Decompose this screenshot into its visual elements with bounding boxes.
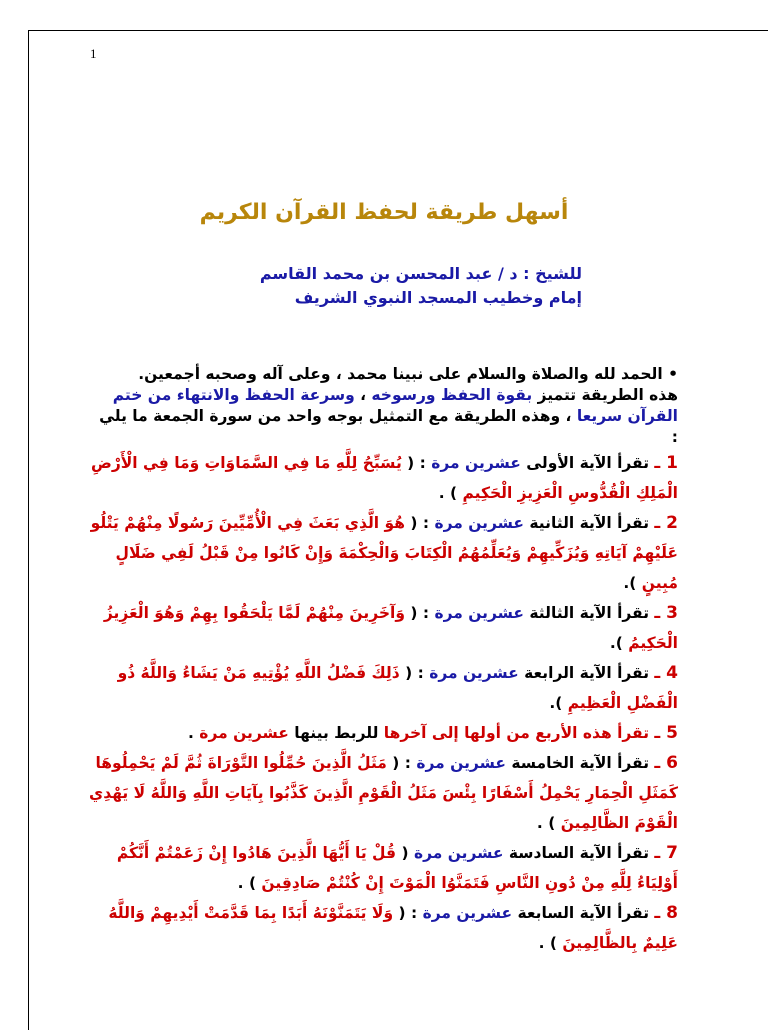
step-count: عشرين مرة	[199, 724, 289, 742]
author-block	[260, 262, 582, 310]
document-body	[88, 364, 678, 958]
step-3	[88, 598, 678, 658]
step-instruction: تقرأ الآية الثانية	[524, 514, 655, 532]
step-separator: : (	[386, 754, 417, 772]
step-1	[88, 448, 678, 508]
step-instruction: تقرأ الآية الخامسة	[505, 754, 655, 772]
step-count: عشرين مرة	[434, 514, 524, 532]
verse-text: وَآخَرِينَ مِنْهُمْ لَمَّا يَلْحَقُوا بِهِمْ وَهُوَ الْعَزِيزُ الْحَكِيمُ	[103, 604, 678, 652]
page-number: 1	[90, 46, 97, 61]
step-number: 8 ـ	[654, 903, 678, 923]
step-end: ) .	[536, 814, 561, 832]
step-instruction: تقرأ هذه الأربع من أولها إلى آخرها	[383, 724, 655, 742]
step-number: 4 ـ	[654, 663, 678, 683]
step-separator: : (	[399, 664, 430, 682]
step-end: ) .	[438, 484, 463, 502]
step-2	[88, 508, 678, 598]
step-count: عشرين مرة	[413, 844, 504, 862]
step-count: عشرين مرة	[422, 904, 513, 922]
step-count: عشرين مرة	[429, 664, 519, 682]
step-number: 1 ـ	[654, 453, 678, 473]
step-6	[88, 748, 678, 838]
intro-praise: • الحمد لله والصلاة والسلام على نبينا محمد ، وعلى آله وصحبه أجمعين.	[138, 365, 678, 383]
step-number: 6 ـ	[654, 753, 678, 773]
step-separator: للربط بينها	[288, 724, 384, 742]
document-title: أسهل طريقة لحفظ القرآن الكريم	[199, 200, 569, 225]
step-number: 7 ـ	[654, 843, 678, 863]
step-instruction: تقرأ الآية السابعة	[512, 904, 655, 922]
step-instruction: تقرأ الآية السادسة	[503, 844, 655, 862]
step-count: عشرين مرة	[416, 754, 506, 772]
step-separator: : (	[393, 904, 423, 922]
step-count: عشرين مرة	[431, 454, 521, 472]
verse-text: وَلَا يَتَمَنَّوْنَهُ أَبَدًا بِمَا قَدَّمَتْ أَيْدِيهِمْ وَاللَّهُ عَلِيمٌ بِالظَّالِمِينَ	[108, 904, 678, 952]
intro-highlight-2: وسرعة الحفظ والانتهاء من ختم القرآن سريعا	[112, 386, 678, 425]
step-end: ).	[609, 634, 629, 652]
step-7	[88, 838, 678, 898]
step-separator: : (	[401, 454, 432, 472]
step-separator: (	[396, 844, 414, 862]
verse-text: يُسَبِّحُ لِلَّهِ مَا فِي السَّمَاوَاتِ وَمَا فِي الْأَرْضِ الْمَلِكِ الْقُدُّوسِ الْعَزِيزِ الْحَكِيمِ	[90, 454, 678, 502]
step-8	[88, 898, 678, 958]
verse-text: ذَلِكَ فَضْلُ اللَّهِ يُؤْتِيهِ مَنْ يَشَاءُ وَاللَّهُ ذُو الْفَضْلِ الْعَظِيمِ	[117, 664, 678, 712]
step-5	[88, 718, 678, 748]
step-end: ) .	[538, 934, 563, 952]
intro-text-3: ، وهذه الطريقة مع التمثيل بوجه واحد من سورة الجمعة ما يلي :	[99, 407, 678, 446]
author-name: للشيخ : د / عبد المحسن بن محمد القاسم	[259, 264, 582, 283]
step-separator: : (	[404, 514, 435, 532]
intro-text-2: ،	[354, 386, 372, 404]
step-end: ).	[549, 694, 568, 712]
intro-paragraph	[88, 385, 678, 448]
step-separator: : (	[404, 604, 435, 622]
step-instruction: تقرأ الآية الأولى	[520, 454, 655, 472]
intro-highlight-1: بقوة الحفظ ورسوخه	[371, 386, 533, 404]
step-count: عشرين مرة	[434, 604, 524, 622]
verse-text: قُلْ يَا أَيُّهَا الَّذِينَ هَادُوا إِنْ زَعَمْتُمْ أَنَّكُمْ أَوْلِيَاءُ لِلَّهِ مِنْ دُونِ النَّاسِ فَتَمَنَّوُا الْمَوْتَ إِنْ كُنْتُمْ صَادِقِينَ	[116, 844, 678, 892]
step-end: .	[188, 724, 200, 742]
step-number: 3 ـ	[654, 603, 678, 623]
verse-text: هُوَ الَّذِي بَعَثَ فِي الْأُمِّيِّينَ رَسُولًا مِنْهُمْ يَتْلُو عَلَيْهِمْ آيَاتِهِ وَيُزَكِّيهِمْ وَيُعَلِّمُهُمُ الْكِتَابَ وَالْحِكْمَةَ وَإِنْ كَانُوا مِنْ قَبْلُ لَفِي ضَلَالٍ مُبِينٍ	[90, 514, 678, 592]
verse-text: مَثَلُ الَّذِينَ حُمِّلُوا التَّوْرَاةَ ثُمَّ لَمْ يَحْمِلُوهَا كَمَثَلِ الْحِمَارِ يَحْمِلُ أَسْفَارًا بِئْسَ مَثَلُ الْقَوْمِ الَّذِينَ كَذَّبُوا بِآيَاتِ اللَّهِ وَاللَّهُ لَا يَهْدِي الْقَوْمَ الظَّالِمِينَ	[89, 754, 678, 832]
step-number: 2 ـ	[654, 513, 678, 533]
step-instruction: تقرأ الآية الرابعة	[518, 664, 655, 682]
step-instruction: تقرأ الآية الثالثة	[524, 604, 655, 622]
intro-text-1: هذه الطريقة تتميز	[532, 386, 678, 404]
step-end: ).	[623, 574, 642, 592]
step-end: ) .	[237, 874, 262, 892]
step-number: 5 ـ	[654, 723, 678, 743]
step-4	[88, 658, 678, 718]
author-role: إمام وخطيب المسجد النبوي الشريف	[294, 288, 582, 307]
